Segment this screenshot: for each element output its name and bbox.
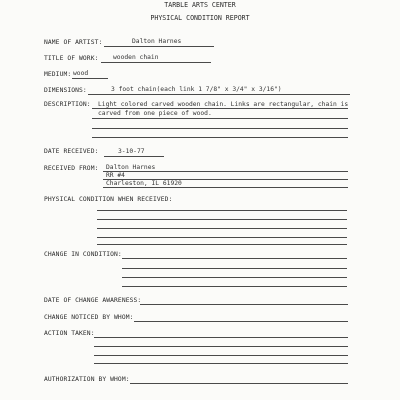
title-line <box>101 62 211 63</box>
change-rule-1 <box>122 258 347 259</box>
change-label: CHANGE IN CONDITION: <box>44 251 122 258</box>
description-rule-1 <box>92 108 348 109</box>
received-from-line-3: Charleston, IL 61920 <box>106 180 182 187</box>
received-from-label: RECEIVED FROM: <box>44 165 99 172</box>
date-received-line <box>104 156 164 157</box>
action-label: ACTION TAKEN: <box>44 330 95 337</box>
noticed-by-label: CHANGE NOTICED BY WHOM: <box>44 314 134 321</box>
physical-condition-rule-4 <box>97 237 347 238</box>
date-change-label: DATE OF CHANGE AWARENESS: <box>44 297 142 304</box>
physical-condition-rule-1 <box>97 210 347 211</box>
date-change-line <box>140 304 348 305</box>
description-line-1: Light colored carved wooden chain. Links are rectangular, chain is <box>98 101 349 108</box>
action-rule-1 <box>94 337 348 338</box>
dimensions-label: DIMENSIONS: <box>44 87 87 94</box>
medium-label: MEDIUM: <box>44 71 72 78</box>
report-title: PHYSICAL CONDITION REPORT <box>150 14 250 22</box>
physical-condition-rule-3 <box>97 228 347 229</box>
change-rule-2 <box>122 268 347 269</box>
authorization-label: AUTHORIZATION BY WHOM: <box>44 376 130 383</box>
description-rule-3 <box>92 128 348 129</box>
dimensions-line <box>88 94 350 95</box>
medium-value: wood <box>73 70 89 77</box>
noticed-by-line <box>134 321 348 322</box>
description-rule-4 <box>92 137 348 138</box>
action-rule-4 <box>94 363 348 364</box>
received-from-line-1: Dalton Harnes <box>106 164 156 171</box>
physical-condition-rule-2 <box>97 219 347 220</box>
description-label: DESCRIPTION: <box>44 101 91 108</box>
received-from-rule-1 <box>103 171 348 172</box>
received-from-rule-3 <box>103 187 348 188</box>
artist-label: NAME OF ARTIST: <box>44 39 103 46</box>
org-name: TARBLE ARTS CENTER <box>164 1 236 9</box>
date-received-label: DATE RECEIVED: <box>44 148 99 155</box>
change-rule-4 <box>122 286 347 287</box>
physical-condition-label: PHYSICAL CONDITION WHEN RECEIVED: <box>44 196 173 203</box>
authorization-line <box>130 383 348 384</box>
physical-condition-rule-5 <box>97 244 347 245</box>
action-rule-2 <box>94 346 348 347</box>
title-label: TITLE OF WORK: <box>44 55 99 62</box>
artist-line <box>104 46 214 47</box>
dimensions-value: 3 foot chain(each link 1 7/8" x 3/4" x 3/16") <box>111 86 282 93</box>
title-value: wooden chain <box>113 54 159 61</box>
artist-value: Dalton Harnes <box>132 38 182 45</box>
date-received-value: 3-10-77 <box>118 148 145 155</box>
description-rule-2 <box>92 118 348 119</box>
received-from-line-2: RR #4 <box>106 172 125 179</box>
description-line-2: carved from one piece of wood. <box>98 110 212 117</box>
change-rule-3 <box>122 277 347 278</box>
action-rule-3 <box>94 355 348 356</box>
medium-line <box>72 78 108 79</box>
